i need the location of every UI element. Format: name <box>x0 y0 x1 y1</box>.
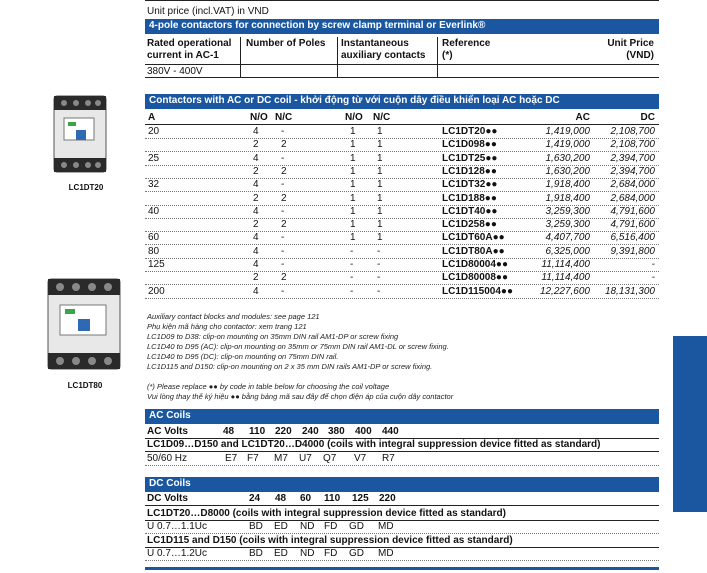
dc-volt: 220 <box>379 493 396 504</box>
cell-reference: LC1D115004●● <box>442 285 514 297</box>
table-row <box>145 231 659 245</box>
cell-current: 20 <box>148 126 160 137</box>
dc-group1-u: U 0.7…1.1Uc <box>147 521 208 532</box>
dc-volt: 110 <box>324 493 341 504</box>
cell-reference: LC1D098●● <box>442 139 497 151</box>
cell-no2: 1 <box>350 179 356 191</box>
cell-no2: 1 <box>350 152 356 164</box>
image-label-lc1dt20: LC1DT20 <box>68 183 104 192</box>
ac-volt: 48 <box>223 426 235 437</box>
cell-current: 125 <box>148 259 165 270</box>
table-row <box>145 192 659 206</box>
col-ac: AC <box>575 112 590 123</box>
contactor-large-illustration <box>40 275 130 375</box>
dc-code: BD <box>249 548 263 559</box>
cell-no1: 2 <box>253 219 259 231</box>
cell-price-dc: 2,108,700 <box>610 126 655 137</box>
cell-nc1: 2 <box>281 192 287 204</box>
header-reference-line1: Reference <box>442 38 491 49</box>
cell-nc1: 2 <box>281 272 287 284</box>
dc-code: FD <box>324 548 338 559</box>
table-row <box>145 138 659 152</box>
cell-reference: LC1D258●● <box>442 219 497 231</box>
cell-price-ac: 6,325,000 <box>545 245 590 257</box>
ac-code: Q7 <box>323 453 337 464</box>
dc-code: GD <box>349 548 364 559</box>
cell-reference: LC1D80008●● <box>442 272 509 284</box>
dc-group1-note <box>145 508 659 521</box>
col-no2: N/O <box>345 112 363 123</box>
cell-no1: 2 <box>253 139 259 151</box>
cell-nc1: - <box>281 126 285 137</box>
cell-current: 40 <box>148 205 160 217</box>
cell-price-ac: 12,227,600 <box>539 285 590 297</box>
cell-price-dc: - <box>651 272 655 284</box>
cell-price-ac: 1,918,400 <box>545 179 590 191</box>
cell-reference: LC1DT40●● <box>442 205 498 217</box>
header-aux-line1: Instantaneous <box>341 38 409 49</box>
cell-no2: - <box>350 272 354 284</box>
cell-no2: 1 <box>350 219 356 231</box>
table-row <box>145 218 659 232</box>
cell-price-ac: 1,630,200 <box>545 152 590 164</box>
table-row <box>145 285 659 299</box>
note-line: Auxiliary contact blocks and modules: see page 121 <box>147 312 320 321</box>
cell-nc1: - <box>281 152 285 164</box>
ac-code: V7 <box>354 453 367 464</box>
cell-price-dc: 2,108,700 <box>610 139 655 151</box>
dc-volt: 48 <box>275 493 287 504</box>
cell-price-ac: 1,918,400 <box>545 192 590 204</box>
col-dc: DC <box>640 112 655 123</box>
header-unit-price <box>560 38 654 62</box>
cell-no2: 1 <box>350 232 356 244</box>
header-current-line2: current in AC-1 <box>147 50 219 61</box>
note-line: Phụ kiện mã hàng cho contactor: xem trang 121 <box>147 322 307 331</box>
header-unit-price-line2: (VND) <box>626 50 654 61</box>
dc-group2-u: U 0.7…1.2Uc <box>147 548 208 559</box>
header-rule <box>145 64 659 65</box>
dc-volts-label: DC Volts <box>147 493 188 504</box>
dc-volt: 24 <box>249 493 261 504</box>
side-tab <box>673 336 707 512</box>
cell-nc2: - <box>377 259 381 270</box>
cell-no2: - <box>350 259 354 270</box>
cell-reference: LC1DT80A●● <box>442 245 505 257</box>
ac-volt: 110 <box>249 426 266 437</box>
cell-no1: 4 <box>253 245 259 257</box>
cell-reference: LC1DT20●● <box>442 126 498 137</box>
bottom-band <box>145 567 659 570</box>
cell-no1: 4 <box>253 285 259 297</box>
dc-code: ED <box>274 548 288 559</box>
cell-no2: 1 <box>350 139 356 151</box>
cell-nc1: 2 <box>281 219 287 231</box>
dc-volt: 125 <box>352 493 369 504</box>
image-label-lc1dt80: LC1DT80 <box>67 381 103 390</box>
cell-nc2: 1 <box>377 126 383 137</box>
cell-price-ac: 11,114,400 <box>541 259 590 270</box>
cell-no1: 4 <box>253 179 259 191</box>
dc-code: ND <box>300 548 315 559</box>
header-poles: Number of Poles <box>246 38 326 49</box>
dc-code: ED <box>274 521 288 532</box>
cell-nc1: - <box>281 205 285 217</box>
ac-range-note <box>145 439 659 452</box>
cell-no2: - <box>350 285 354 297</box>
header-reference <box>442 38 490 62</box>
table-row <box>145 258 659 272</box>
cell-no1: 4 <box>253 259 259 270</box>
cell-price-dc: 2,684,000 <box>610 179 655 191</box>
cell-no2: 1 <box>350 126 356 137</box>
note-line: LC1D09 to D38: clip-on mounting on 35mm DIN rail AM1-DP or screw fixing <box>147 332 399 341</box>
cell-nc1: - <box>281 232 285 244</box>
contactors-band: Contactors with AC or DC coil - khởi động từ với cuộn dây điều khiển loại AC hoặc DC <box>145 94 659 109</box>
dc-volts-row <box>145 493 659 506</box>
dc-coils-band: DC Coils <box>145 477 659 492</box>
header-reference-line2: (*) <box>442 50 453 61</box>
ac-range-note-text: LC1D09…D150 and LC1DT20…D4000 (coils with integral suppression device fitted as standard) <box>147 439 601 450</box>
header-divider <box>240 37 241 77</box>
cell-nc2: 1 <box>377 179 383 191</box>
dc-group1-codes <box>145 521 659 534</box>
table-row <box>145 125 659 139</box>
cell-no1: 2 <box>253 165 259 177</box>
ac-volts-label: AC Volts <box>147 426 188 437</box>
cell-reference: LC1D80004●● <box>442 259 509 270</box>
cell-nc2: 1 <box>377 139 383 151</box>
ac-volt: 400 <box>355 426 372 437</box>
table-row <box>145 165 659 179</box>
cell-nc2: 1 <box>377 219 383 231</box>
cell-price-dc: 2,394,700 <box>610 152 655 164</box>
cell-price-ac: 1,419,000 <box>545 126 590 137</box>
cell-no2: 1 <box>350 165 356 177</box>
cell-price-ac: 4,407,700 <box>545 232 590 244</box>
dc-group2-codes <box>145 548 659 561</box>
table-row <box>145 152 659 166</box>
ac-coils-band: AC Coils <box>145 409 659 424</box>
cell-nc2: 1 <box>377 205 383 217</box>
cell-nc1: - <box>281 285 285 297</box>
cell-price-dc: 18,131,300 <box>604 285 655 297</box>
cell-nc2: 1 <box>377 232 383 244</box>
dc-code: ND <box>300 521 315 532</box>
top-rule <box>145 0 659 1</box>
ac-codes-row <box>145 453 659 466</box>
header-aux-line2: auxiliary contacts <box>341 50 426 61</box>
cell-price-dc: 2,684,000 <box>610 192 655 204</box>
notes-block <box>147 312 449 372</box>
col-nc1: N/C <box>275 112 293 123</box>
dc-code: FD <box>324 521 338 532</box>
header-current-line1: Rated operational <box>147 38 232 49</box>
ac-freq-label: 50/60 Hz <box>147 453 188 464</box>
contactor-table-header <box>145 111 659 125</box>
contactor-image-lc1dt80 <box>40 275 130 375</box>
contactor-small-illustration <box>46 92 126 177</box>
replace-notes <box>147 382 453 402</box>
cell-no1: 2 <box>253 192 259 204</box>
note-line: LC1D40 to D95 (AC): clip-on mounting on 35mm or 75mm DIN rail AM1-DL or screw fixing. <box>147 342 449 351</box>
unit-price-label: Unit price (incl.VAT) in VND <box>147 6 269 17</box>
ac-volts-row <box>145 426 659 439</box>
cell-price-ac: 11,114,400 <box>541 272 590 284</box>
section-title-band: 4-pole contactors for connection by screw clamp terminal or Everlink® <box>145 19 659 34</box>
cell-price-ac: 1,419,000 <box>545 139 590 151</box>
dc-volt: 60 <box>300 493 312 504</box>
table-row <box>145 205 659 219</box>
cell-nc2: 1 <box>377 165 383 177</box>
cell-reference: LC1D128●● <box>442 165 497 177</box>
cell-nc2: - <box>377 272 381 284</box>
cell-nc1: 2 <box>281 139 287 151</box>
note-line: LC1D115 and D150: clip-on mounting on 2 x 35 mm DIN rails AM1-DP or screw fixing. <box>147 362 433 371</box>
cell-current: 25 <box>148 152 160 164</box>
cell-no2: - <box>350 245 354 257</box>
dc-group2-note-text: LC1D115 and D150 (coils with integral suppression device fitted as standard) <box>147 535 513 546</box>
table-row <box>145 245 659 259</box>
cell-nc2: 1 <box>377 152 383 164</box>
ac-volt: 440 <box>382 426 399 437</box>
cell-current: 200 <box>148 285 165 297</box>
cell-current: 80 <box>148 245 160 257</box>
cell-price-ac: 3,259,300 <box>545 219 590 231</box>
header-unit-price-line1: Unit Price <box>607 38 654 49</box>
cell-price-dc: 9,391,800 <box>610 245 655 257</box>
ac-code: E7 <box>225 453 238 464</box>
dc-code: BD <box>249 521 263 532</box>
header-divider <box>437 37 438 77</box>
cell-no1: 4 <box>253 232 259 244</box>
cell-price-ac: 3,259,300 <box>545 205 590 217</box>
cell-nc1: - <box>281 245 285 257</box>
col-nc2: N/C <box>373 112 391 123</box>
dc-code: MD <box>378 521 394 532</box>
cell-price-dc: 6,516,400 <box>610 232 655 244</box>
dc-group1-note-text: LC1DT20…D8000 (coils with integral suppression device fitted as standard) <box>147 508 506 519</box>
header-divider <box>337 37 338 77</box>
cell-nc2: - <box>377 285 381 297</box>
cell-no1: 2 <box>253 272 259 284</box>
cell-no2: 1 <box>350 192 356 204</box>
cell-price-dc: 4,791,600 <box>610 219 655 231</box>
col-no1: N/O <box>250 112 268 123</box>
dc-code: MD <box>378 548 394 559</box>
ac-code: M7 <box>274 453 288 464</box>
cell-price-dc: - <box>651 259 655 270</box>
cell-nc1: - <box>281 179 285 191</box>
ac-volt: 240 <box>302 426 319 437</box>
header-current <box>147 38 231 62</box>
replace-note-vi: Vui lòng thay thế ký hiệu ●● bằng bảng mã sau đây để chọn điện áp của cuộn dây contactor <box>147 392 454 401</box>
cell-current: 60 <box>148 232 160 244</box>
cell-reference: LC1DT60A●● <box>442 232 505 244</box>
ac-code: R7 <box>382 453 395 464</box>
header-aux <box>341 38 425 62</box>
dc-code: GD <box>349 521 364 532</box>
ac-code: U7 <box>299 453 312 464</box>
cell-nc2: - <box>377 245 381 257</box>
replace-note-en: (*) Please replace ●● by code in table below for choosing the coil voltage <box>147 382 390 391</box>
cell-nc1: 2 <box>281 165 287 177</box>
cell-reference: LC1DT32●● <box>442 179 498 191</box>
cell-price-ac: 1,630,200 <box>545 165 590 177</box>
contactor-image-lc1dt20 <box>46 92 126 177</box>
cell-nc2: 1 <box>377 192 383 204</box>
cell-current: 32 <box>148 179 160 191</box>
cell-no1: 4 <box>253 126 259 137</box>
dc-group2-note <box>145 535 659 548</box>
ac-code: F7 <box>247 453 259 464</box>
cell-no2: 1 <box>350 205 356 217</box>
ac-volt: 220 <box>275 426 292 437</box>
cell-price-dc: 2,394,700 <box>610 165 655 177</box>
col-a: A <box>148 112 156 123</box>
table-row <box>145 271 659 285</box>
cell-no1: 4 <box>253 152 259 164</box>
cell-price-dc: 4,791,600 <box>610 205 655 217</box>
cell-nc1: - <box>281 259 285 270</box>
ac-volt: 380 <box>328 426 345 437</box>
voltage-rule <box>145 77 659 78</box>
cell-no1: 4 <box>253 205 259 217</box>
note-line: LC1D40 to D95 (DC): clip-on mounting on 75mm DIN rail. <box>147 352 339 361</box>
cell-reference: LC1DT25●● <box>442 152 498 164</box>
voltage-range: 380V - 400V <box>147 66 203 77</box>
cell-reference: LC1D188●● <box>442 192 497 204</box>
table-row <box>145 178 659 192</box>
